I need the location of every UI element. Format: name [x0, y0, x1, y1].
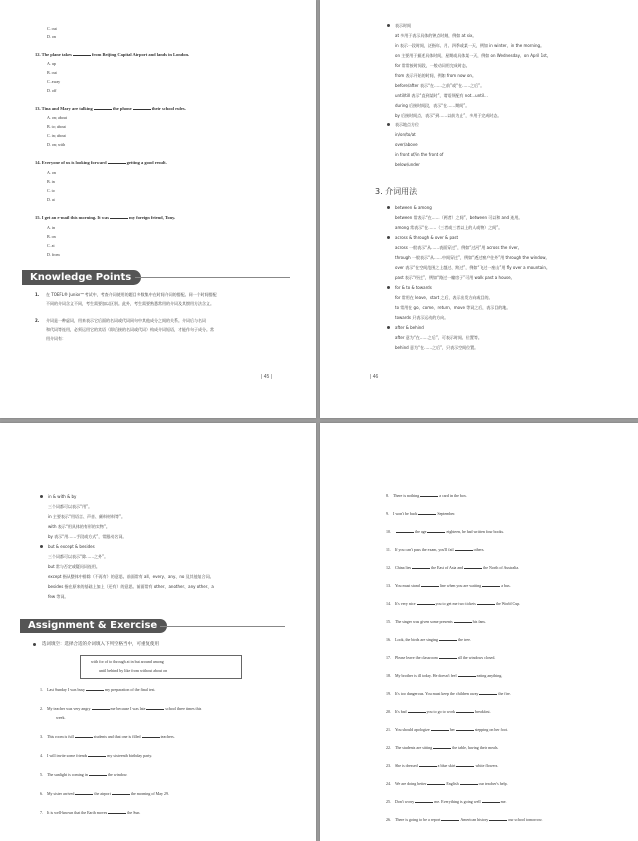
point-number: 1. [35, 292, 40, 297]
exercise-question: 17. Please leave the classroom all the windows closed. [386, 655, 496, 660]
option: C. to [47, 188, 55, 193]
usage-line: besides 指在原来的基础上加上（还有）的意思。前面常有 other、another、any other、a [48, 584, 214, 589]
option: D. on [47, 34, 56, 39]
exercise-question: 14. It's very nice you to get me two tickets the World Cup. [386, 601, 521, 606]
option: B. on [47, 234, 56, 239]
instruction: 选词填空：选择合适的介词填入下列空格当中，可重复使用 [42, 642, 159, 647]
page-number: | 45 | [261, 374, 272, 380]
option: B. in [47, 179, 55, 184]
option: B. to; about [47, 124, 66, 129]
bullet [40, 495, 43, 498]
usage-line: at 多用于表示具体的钟点时刻，例如 at six。 [395, 33, 477, 38]
usage-heading: across & through & over & past [395, 235, 459, 240]
usage-line: 三个词都可以表示“用”。 [48, 504, 93, 509]
knowledge-points-banner: Knowledge Points [22, 270, 141, 285]
usage-line: in front of/in the front of [395, 152, 444, 157]
page-48 [320, 423, 638, 841]
bullet [40, 545, 43, 548]
point-line: 不同的介词含义不同，考生需要加以区别。此外，考生需要熟悉常用的介词及其惯用方法含义。 [46, 301, 214, 306]
exercise-question: 16. Look, the birds are singing the tree. [386, 637, 471, 642]
bullet [387, 286, 390, 289]
point-number: 2. [35, 318, 40, 323]
option: C. in; about [47, 133, 66, 138]
bullet [387, 326, 390, 329]
option: B. out [47, 70, 57, 75]
usage-line: by 后接时间点，表示“到……以前为止”，多用于完成时态。 [395, 113, 502, 118]
usage-line: through 一般表示“从……中间穿过”，例如“透过窗户往外”用 through the window。 [395, 255, 550, 260]
usage-line: behind 意为“在……之后”，只表示空间位置。 [395, 345, 479, 350]
exercise-question: 11. If you can't pass the exam, you'll fail others. [386, 547, 485, 552]
page-number: | 46 [370, 374, 379, 380]
usage-line: between 常表示“在……（两者）之间”，between 可以和 and 连用。 [395, 215, 523, 220]
bullet [387, 236, 390, 239]
usage-line: on 主要用于描述具体时间，星期或具体某一天，例如 on Wednesday、on April 1st。 [395, 53, 551, 58]
exercise-question: 24. We are doing better English our teacher's help. [386, 781, 508, 786]
exercise-question: 4. I will invite some friends my sixteenth birthday party. [40, 753, 153, 758]
point-line: 和代词等连用，必须运用它的宾语（即后接的名词或代词）构成介词短语，才能作句子成分。常 [46, 327, 214, 332]
bullet [387, 123, 390, 126]
exercise-question: 9. I won't be back September. [386, 511, 456, 516]
exercise-question: 12. China lies the East of Asia and the North of Australia. [386, 565, 520, 570]
option: D. on; with [47, 142, 66, 147]
usage-line: by 表示“用……手段或方式”，常跟动名词。 [48, 534, 127, 539]
exercise-question: 13. You must stand line when you are waiting a bus. [386, 583, 511, 588]
banner-divider [135, 277, 290, 278]
usage-line: in 表示一段时间，泛指年、月、四季或某一天，例如 in winter、in the morning。 [395, 43, 545, 48]
exercise-question: 8. There is nothing a card in the box. [386, 493, 467, 498]
group-heading: 表示地点方位 [395, 122, 419, 127]
usage-line: except 指从整体中排除（不再有）的意思。前面常有 all、every、any、no 及其他复合词。 [48, 574, 214, 579]
usage-heading: between & among [395, 205, 432, 210]
point-line: 在 TOEFL® Junior™考试中，考查介词使用的题目多数集中在时间介词的搭配。同一个时间搭配 [46, 292, 217, 297]
exercise-question: 20. It's bad you to go to work breakfast. [386, 709, 491, 714]
usage-line: in/on/to/at [395, 132, 416, 137]
usage-line: in 主要表示“用语言、声音、颜料材料等”。 [48, 514, 126, 519]
usage-heading: for & to & towards [395, 285, 432, 290]
usage-line: across 一般表示“从……表面穿过”，例如“过河”用 across the river。 [395, 245, 522, 250]
word-box-line: with for of to through at in but around among [91, 659, 164, 664]
page-46 [320, 0, 638, 418]
usage-line: during 后接时间段，表示“在……期间”。 [395, 103, 470, 108]
usage-line: 三个词都可以表示“除……之外”。 [48, 554, 109, 559]
exercise-question: 25. Don't worry me. Everything is going well me. [386, 799, 507, 804]
usage-line: below/under [395, 162, 420, 167]
question-15: 15. I get an e-mail this morning. It was my foreign friend, Tony. [35, 215, 176, 220]
section-title: 3. 介词用法 [375, 187, 418, 196]
option: D. from [47, 252, 60, 257]
exercise-question: 3. This room is full students and that one is filled teachers. [40, 734, 175, 739]
point-line: 介词是一种虚词，用来表示它后面的名词或代词同句中其他成分之间的关系。介词后与名词 [46, 318, 206, 323]
option: A. on; about [47, 115, 67, 120]
usage-line: for 常用在 leave、start 之后，表示出发方向或目的。 [395, 295, 493, 300]
usage-heading: in & with & by [48, 494, 77, 499]
word-box [80, 655, 242, 679]
usage-line: to 常用在 go、come、return、move 等词之后，表示目的地。 [395, 305, 511, 310]
option: A. up [47, 61, 56, 66]
exercise-question: 26. There is going to be a report American history our school tomorrow. [386, 817, 543, 822]
exercise-question: 2. My teacher was very angry me because I was late school three times this [40, 706, 202, 711]
option: C. at [47, 243, 55, 248]
exercise-question: 21. You should apologize her stepping on her foot. [386, 727, 508, 732]
word-box-line: until behind by like from without about on [99, 668, 168, 673]
question-13: 13. Tina and Mary are talking the phone their school rules. [35, 106, 186, 111]
usage-line: from 表示开始的时间，例如 from now on。 [395, 73, 476, 78]
usage-line: with 表示“用具体的有形的实物”。 [48, 524, 110, 529]
usage-line: before/after 表示“在……之前”或“在……之后”。 [395, 83, 485, 88]
option: C. away [47, 79, 61, 84]
option: D. off [47, 88, 57, 93]
point-line: 用介词有： [46, 336, 66, 341]
usage-line: over/above [395, 142, 418, 147]
usage-line: over 表示“在空间范围之上越过、跨过”，例如“飞过一座山”用 fly over a mountain。 [395, 265, 550, 270]
usage-heading: after & behind [395, 325, 424, 330]
usage-line: past 表示“经过”，例如“路过一幢房子”可用 walk past a house。 [395, 275, 515, 280]
exercise-question: 22. The students are sitting the table, having their meals. [386, 745, 499, 750]
exercise-question: 6. My sister arrived the airport the morning of May 29. [40, 791, 169, 796]
usage-line: but 常与否定或疑问词连用。 [48, 564, 100, 569]
exercise-question: 5. The sunlight is coming in the window. [40, 772, 128, 777]
exercise-question: 23. She is dressed a blue skirt white flowers. [386, 763, 499, 768]
exercise-question: 1. Last Sunday I was busy my preparation of the final test. [40, 687, 156, 692]
option: C. out [47, 26, 57, 31]
exercise-question: 18. My brother is ill today. He doesn't feel eating anything. [386, 673, 503, 678]
assignment-exercise-banner: Assignment & Exercise [20, 619, 167, 633]
question-14: 14. Everyone of us is looking forward getting a good result. [35, 160, 167, 165]
question-12: 12. The plane takes from Beijing Capital Airport and lands in London. [35, 52, 190, 57]
exercise-question: 15. The singer was given some presents his fans. [386, 619, 486, 624]
usage-line: few 等词。 [48, 594, 69, 599]
exercise-question: 10. the age eighteen, he had written four books. [386, 529, 505, 534]
option: D. at [47, 197, 55, 202]
group-heading: 表示时间 [395, 23, 411, 28]
option: A. on [47, 170, 56, 175]
exercise-question-continuation: week. [56, 715, 66, 720]
exercise-question: 7. It is well-known that the Earth moves the Sun. [40, 810, 141, 815]
usage-line: after 意为“在……之后”，可表示时间、位置等。 [395, 335, 482, 340]
usage-line: towards 只表示运动的方向。 [395, 315, 449, 320]
usage-heading: but & except & besides [48, 544, 95, 549]
bullet [387, 24, 390, 27]
page-45 [0, 0, 316, 418]
bullet [33, 643, 36, 646]
banner-divider [160, 626, 285, 627]
exercise-question: 19. It's too dangerous. You must keep the children away the fire. [386, 691, 511, 696]
usage-line: until/till 表示“直到某时”，谓语须配有 not...until... [395, 93, 488, 98]
page-47 [0, 423, 316, 841]
usage-line: among 常表示“在……（三者或三者以上的人或物）之间”。 [395, 225, 503, 230]
bullet [387, 206, 390, 209]
option: A. in [47, 225, 55, 230]
usage-line: for 常常接时间段，一般动词用完成时态。 [395, 63, 470, 68]
